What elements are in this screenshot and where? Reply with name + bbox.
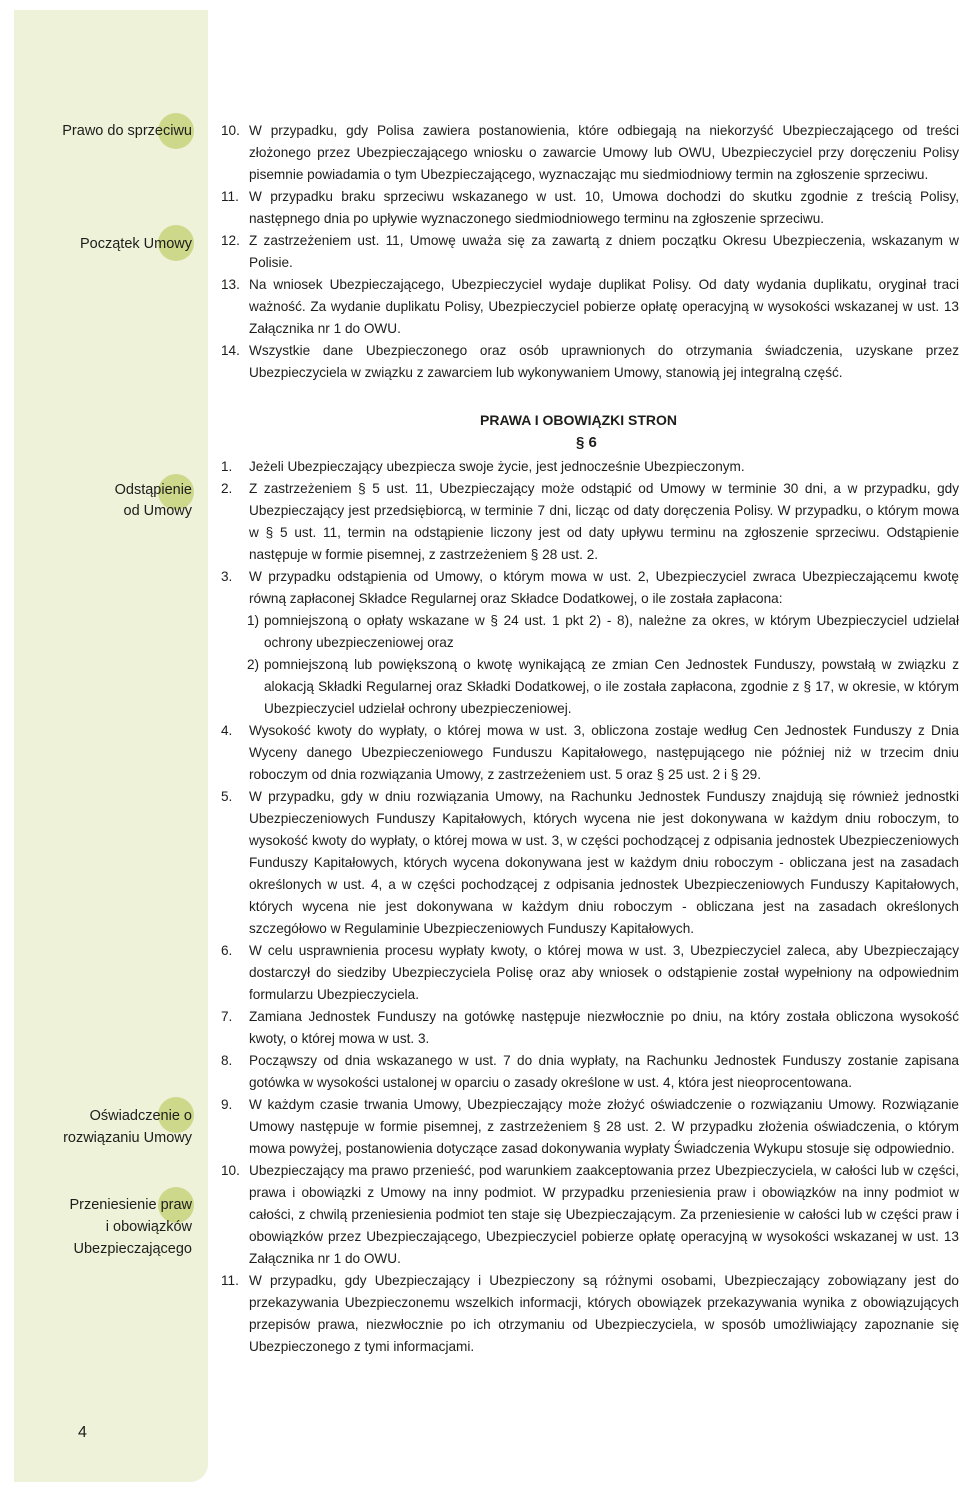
section-heading: PRAWA I OBOWIĄZKI STRON: [480, 412, 678, 428]
item-text: W celu usprawnienia procesu wypłaty kwoty, o której mowa w ust. 3, Ubezpieczyciel zaleca, aby Ubezpieczający dostarczył do siedziby Ubezpieczyciela Polisę oraz aby wniosek o odstąpienie został wypełniony na odpowiednim formularzu Ubezpieczyciela.: [249, 943, 959, 1002]
paragraph-number: § 6: [576, 434, 597, 451]
item-text: W każdym czasie trwania Umowy, Ubezpieczający może złożyć oświadczenie o rozwiązaniu Umowy. Rozwiązanie Umowy następuje w formie pisemnej, z zastrzeżeniem § 28 ust. 2. W przypadku złożenia oświadczenia, o którym mowa powyżej, postanowienia dotyczące zasad dokonywania wypłaty Świadczenia Wykupu stosuje się odpowiednio.: [249, 1097, 959, 1156]
item-number: 13.: [221, 277, 240, 292]
item-number: 2.: [221, 481, 233, 496]
item-text: Ubezpieczający ma prawo przenieść, pod warunkiem zaakceptowania przez Ubezpieczyciela, w całości lub w części, prawa i obowiązki z Umowy na inny podmiot. W przypadku przeniesienia praw i obowiązków na inny podmiot w całości, z chwilą przeniesienia podmiot ten staje się Ubezpieczającym. Za przeniesienie w całości lub w części praw i obowiązków przez Ubezpieczającego, Ubezpieczyciel pobierze opłatę operacyjną w wysokości wskazanej w ust. 13 Załącznika nr 1 do OWU.: [249, 1163, 959, 1266]
item-number: 11.: [221, 189, 239, 204]
item-number: 1): [247, 613, 260, 628]
list-item: [221, 478, 959, 566]
list-item: [221, 566, 959, 610]
item-number: 7.: [221, 1009, 233, 1024]
label-poczatek-umowy: Początek Umowy: [79, 236, 192, 252]
list-item: [221, 456, 959, 478]
item-number: 1.: [221, 459, 233, 474]
item-number: 5.: [221, 789, 233, 804]
list-item: [221, 1050, 959, 1094]
list-item: [221, 120, 959, 186]
section1-list: [221, 120, 959, 384]
item-text: W przypadku, gdy Polisa zawiera postanowienia, które odbiegają na niekorzyść Ubezpieczającego od treści złożonego przez Ubezpieczającego wniosku o zawarcie Umowy lub OWU, Ubezpieczyciel przy doręczeniu Polisy pisemnie powiadamia o tym Ubezpieczającego, wyznaczając mu siedmiodniowy termin na zgłoszenie sprzeciwu.: [249, 123, 959, 182]
item-number: 12.: [221, 233, 240, 248]
item-number: 9.: [221, 1097, 233, 1112]
item-text: Wszystkie dane Ubezpieczonego oraz osób uprawnionych do otrzymania świadczenia, uzyskane przez Ubezpieczyciela w związku z zawarciem lub wykonywaniem Umowy, stanowią jej integralną część.: [249, 343, 959, 380]
list-item: [221, 1006, 959, 1050]
list-item: [221, 720, 959, 786]
item-text: W przypadku braku sprzeciwu wskazanego w ust. 10, Umowa dochodzi do skutku zgodnie z treścią Polisy, następnego dnia po upływie wyznaczonego siedmiodniowego terminu na zgłoszenie sprzeciwu.: [249, 189, 959, 226]
list-item: [221, 186, 959, 230]
item-text: Z zastrzeżeniem § 5 ust. 11, Ubezpieczający może odstąpić od Umowy w terminie 30 dni, a w przypadku, gdy Ubezpieczający jest przedsiębiorcą, w terminie 7 dni, licząc od daty doręczenia Polisy. W przypadku, o którym mowa w § 5 ust. 11, termin na odstąpienie liczony jest od daty upływu terminu na zgłoszenie sprzeciwu. Odstąpienie następuje w formie pisemnej, z zastrzeżeniem § 28 ust. 2.: [249, 481, 959, 562]
list-item: [221, 274, 959, 340]
item-text: Wysokość kwoty do wypłaty, o której mowa w ust. 3, obliczona zostaje według Cen Jednostek Funduszy z Dnia Wyceny danego Ubezpieczeniowego Funduszu Kapitałowego, następującego nie później niż w trzecim dniu roboczym od dnia rozwiązania Umowy, z zastrzeżeniem ust. 5 oraz § 25 ust. 2 i § 29.: [249, 723, 959, 782]
item-text: W przypadku, gdy w dniu rozwiązania Umowy, na Rachunku Jednostek Funduszy znajdują się również jednostki Ubezpieczeniowych Funduszy Kapitałowych, których wycena nie jest dokonywana w każdym dniu roboczym, to wysokość kwoty do wypłaty, o której mowa w ust. 3, w części pochodzącej z odpisania jednostek Ubezpieczeniowych Funduszy Kapitałowych, których wycena dokonywana jest w każdym dniu roboczym - obliczana jest na zasadach określonych w ust. 4, a w części pochodzącej z odpisania jednostek Ubezpieczeniowych Funduszy Kapitałowych, których wycena nie jest dokonywana w każdym dniu roboczym - obliczana jest na zasadach określonych szczegółowo w Regulaminie Ubezpieczeniowych Funduszy Kapitałowych.: [249, 789, 959, 936]
label-przeniesienie-line3: Ubezpieczającego: [73, 1241, 192, 1257]
item-text: Począwszy od dnia wskazanego w ust. 7 do dnia wypłaty, na Rachunku Jednostek Funduszy zostanie zapisana gotówka w wysokości ustalonej w oparciu o zasady określone w ust. 4, która jest nieoprocentowana.: [249, 1053, 959, 1090]
item-number: 6.: [221, 943, 233, 958]
sub-list-item: [221, 654, 959, 720]
item-number: 3.: [221, 569, 233, 584]
item-text: Na wniosek Ubezpieczającego, Ubezpieczyciel wydaje duplikat Polisy. Od daty wydania duplikatu, oryginał traci ważność. Za wydanie duplikatu Polisy, Ubezpieczyciel pobierze opłatę operacyjną w wysokości wskazanej w ust. 13 Załącznika nr 1 do OWU.: [249, 277, 959, 336]
label-odstapienie-line1: Odstąpienie: [114, 482, 192, 498]
label-odstapienie-line2: od Umowy: [123, 503, 192, 519]
item-number: 10.: [221, 1163, 240, 1178]
list-item: [221, 1270, 959, 1358]
item-number: 10.: [221, 123, 240, 138]
item-number: 8.: [221, 1053, 233, 1068]
page-number: 4: [78, 1424, 87, 1441]
item-number: 4.: [221, 723, 233, 738]
label-oswiadczenie-line2: rozwiązaniu Umowy: [63, 1130, 192, 1146]
item-number: 11.: [221, 1273, 239, 1288]
item-text: Jeżeli Ubezpieczający ubezpiecza swoje życie, jest jednocześnie Ubezpieczonym.: [249, 459, 745, 474]
item-number: 2): [247, 657, 260, 672]
item-text: W przypadku odstąpienia od Umowy, o którym mowa w ust. 2, Ubezpieczyciel zwraca Ubezpieczającemu kwotę równą zapłaconej Składce Regularnej oraz Składce Dodatkowej, o ile została zapłacona:: [249, 569, 959, 606]
list-item: [221, 230, 959, 274]
label-prawo-do-sprzeciwu: Prawo do sprzeciwu: [62, 123, 192, 139]
item-text: W przypadku, gdy Ubezpieczający i Ubezpieczony są różnymi osobami, Ubezpieczający zobowiązany jest do przekazywania Ubezpieczonemu wszelkich informacji, których obowiązek przekazywania wynika z obowiązujących przepisów prawa, niezwłocznie po ich otrzymaniu od Ubezpieczyciela, w sposób umożliwiający zapoznanie się Ubezpieczonego z tymi informacjami.: [249, 1273, 959, 1354]
list-item: [221, 940, 959, 1006]
label-przeniesienie-line2: i obowiązków: [105, 1219, 192, 1235]
list-item: [221, 1094, 959, 1160]
sub-list-item: [221, 610, 959, 654]
item-text: pomniejszoną o opłaty wskazane w § 24 ust. 1 pkt 2) - 8), należne za okres, w którym Ubezpieczyciel udzielał ochrony ubezpieczeniowej oraz: [264, 613, 959, 650]
section2-list: [221, 456, 959, 1358]
item-text: Zamiana Jednostek Funduszy na gotówkę następuje niezwłocznie po dniu, na który została obliczona wysokość kwoty, o której mowa w ust. 3.: [249, 1009, 959, 1046]
item-text: pomniejszoną lub powiększoną o kwotę wynikającą ze zmian Cen Jednostek Funduszy, powstałą w związku z alokacją Składki Regularnej oraz Składki Dodatkowej, o ile została zapłacona, zgodnie z § 17, w okresie, w którym Ubezpieczyciel udzielał ochrony ubezpieczeniowej.: [264, 657, 959, 716]
item-number: 14.: [221, 343, 240, 358]
list-item: [221, 340, 959, 384]
label-przeniesienie-line1: Przeniesienie praw: [69, 1197, 192, 1213]
item-text: Z zastrzeżeniem ust. 11, Umowę uważa się za zawartą z dniem początku Okresu Ubezpieczenia, wskazanym w Polisie.: [249, 233, 959, 270]
list-item: [221, 786, 959, 940]
label-oswiadczenie-line1: Oświadczenie o: [89, 1108, 192, 1124]
list-item: [221, 1160, 959, 1270]
